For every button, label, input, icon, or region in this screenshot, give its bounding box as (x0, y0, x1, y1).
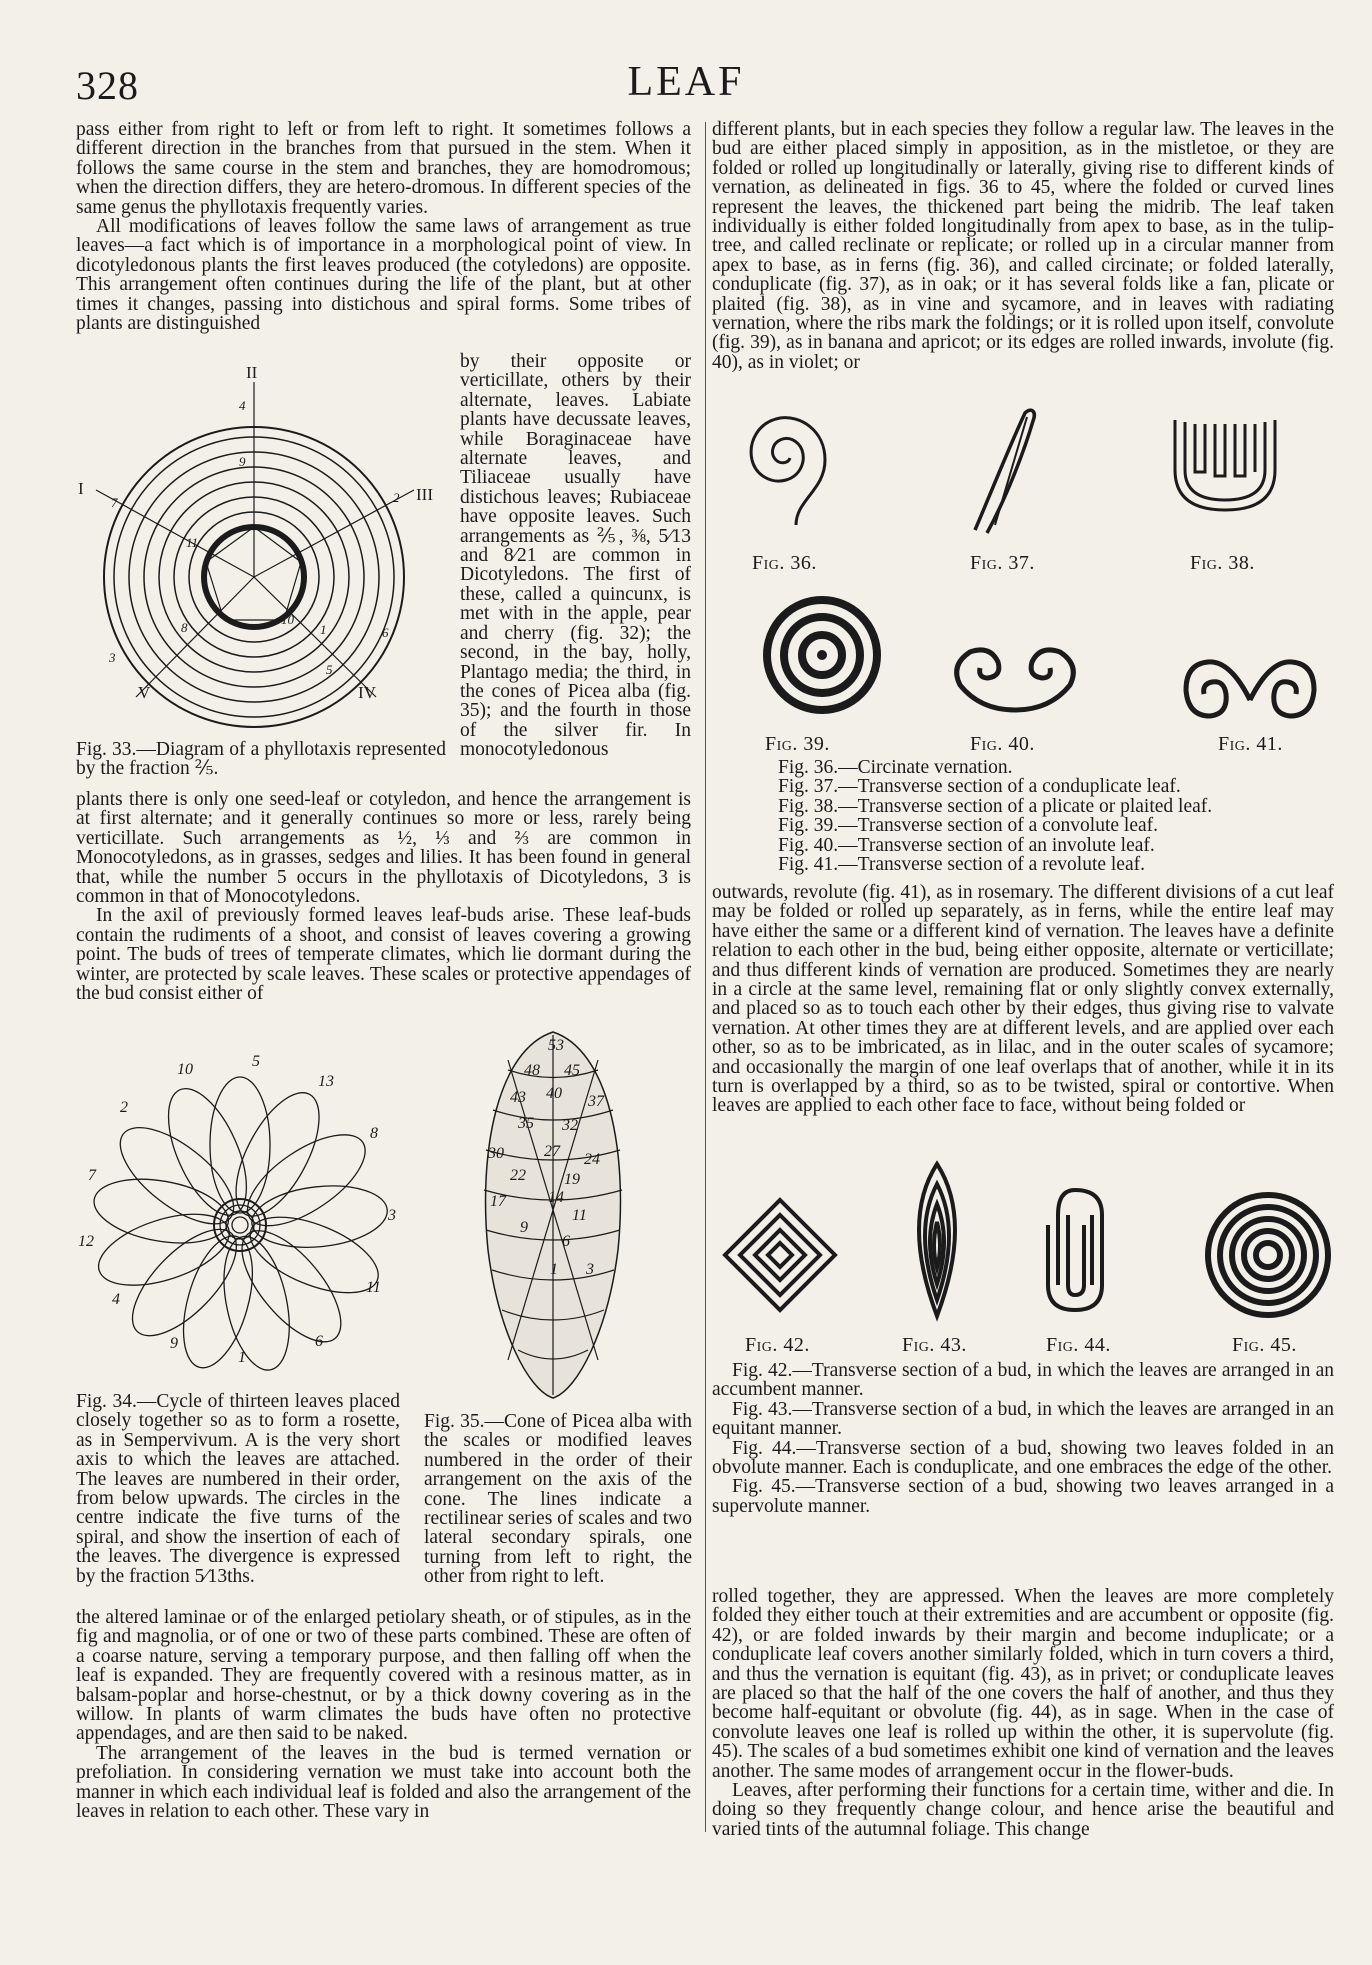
revolute-figure (1180, 650, 1320, 730)
rosette-number: 1 (238, 1349, 246, 1366)
diagram-label: 10 (281, 612, 294, 627)
phyllotaxis-diagram (76, 362, 436, 702)
left-text-block-2 (76, 790, 691, 1003)
rosette-number: 5 (252, 1053, 260, 1070)
rosette-figure (70, 1050, 410, 1370)
diagram-label: 3 (109, 650, 116, 665)
paragraph: All modifications of leaves follow the same laws of arrangement as true leaves—a fact which is of importance in a morphological point of view. In dicotyledonous plants the first leaves produced (the cotyledons) are opposite. This arrangement often continues during the life of the plant, but at other times it changes, passing into distichous and spiral forms. Some tribes of plants are distinguished (76, 216, 691, 335)
paragraph: outwards, revolute (fig. 41), as in rosemary. The different divisions of a cut leaf may be folded or rolled up separately, as in ferns, while the entire leaf may have either the same or a different kind of vernation. The leaves have a definite relation to each other in the bud, being either opposite, alternate or verticillate; and thus different kinds of vernation are produced. Sometimes they are nearly in a circle at the same level, remaining flat or only slightly convex externally, and placed so as to touch each other by their edges, thus giving rise to valvate vernation. At other times they are at different levels, and are applied over each other, so as to be imbricated, as in lilac, and in the outer scales of sycamore; and occasionally the margin of one leaf overlaps that of another, while it in its turn is overlapped by a third, so as to be twisted, spiral or contortive. When leaves are applied to each other face to face, without being folded or (712, 882, 1334, 1117)
paragraph: Leaves, after performing their functions for a certain time, wither and die. In doing so they frequently change colour, and hence arise the beautiful and varied tints of the autumnal foliage. This change (712, 1780, 1334, 1840)
fig-label: Fig. 36. (752, 552, 817, 574)
paragraph: rolled together, they are appressed. When the leaves are more completely folded they either touch at their extremities and are accumbent or opposite (fig. 42), or are folded inwards by their margin and become induplicate; or a conduplicate leaf covers another similarly folded, which in turn covers a third, and thus the vernation is equitant (fig. 43), as in privet; or conduplicate leaves are placed so that the half of the one covers the half of another, and thus they become half-equitant or obvolute (fig. 44), as in sage. When in the case of convolute leaves one leaf is rolled up within the other, it is supervolute (fig. 45). The scales of a bud sometimes exhibit one kind of vernation and the leaves another. The same modes of arrangement occur in the flower-buds. (712, 1586, 1334, 1782)
diagram-label: 4 (239, 398, 246, 413)
fig-label: Fig. 43. (902, 1334, 967, 1356)
running-title: LEAF (627, 59, 745, 105)
cone-number: 35 (518, 1115, 534, 1132)
circinate-figure (740, 410, 840, 530)
conduplicate-figure (965, 405, 1045, 535)
page-number: 328 (76, 63, 139, 108)
diagram-label: 6 (382, 625, 389, 640)
diagram-label: 5 (326, 662, 333, 677)
diagram-label: II (246, 363, 258, 382)
diagram-label: I (78, 479, 84, 498)
diagram-label: 1 (320, 622, 327, 637)
rosette-number: 3 (388, 1207, 396, 1224)
caption-line: Fig. 38.—Transverse section of a plicate or plaited leaf. (778, 795, 1213, 817)
rosette-number: 10 (177, 1061, 193, 1078)
paragraph: pass either from right to left or from left to right. It sometimes follows a different direction in the branches from that pursued in the stem. When it follows the same course in the stem and branches, they are homodromous; when the direction differs, they are hetero-dromous. In different species of the same genus the phyllotaxis frequently varies. (76, 119, 691, 218)
cone-number: 24 (584, 1151, 600, 1168)
cone-number: 22 (510, 1167, 526, 1184)
rosette-number: 13 (318, 1073, 334, 1090)
paragraph: The arrangement of the leaves in the bud is termed vernation or prefoliation. In considering vernation we must take into account both the manner in which each individual leaf is folded and also the arrangement of the leaves in relation to each other. These vary in (76, 1742, 691, 1823)
fig-label: Fig. 40. (970, 733, 1035, 755)
involute-figure (950, 640, 1080, 720)
caption-line: Fig. 39.—Transverse section of a convolute leaf. (778, 815, 1158, 837)
cone-number: 14 (548, 1189, 564, 1206)
captions-36-41 (778, 758, 1334, 874)
plicate-figure (1165, 410, 1285, 520)
fig-label: Fig. 42. (745, 1334, 810, 1356)
cone-number: 48 (524, 1062, 540, 1079)
cone-number: 53 (548, 1037, 564, 1054)
diagram-label: V (138, 683, 151, 702)
caption-line: Fig. 45.—Transverse section of a bud, showing two leaves arranged in a supervolute manner. (712, 1476, 1334, 1517)
cone-number: 9 (520, 1219, 528, 1236)
rosette-number: 2 (120, 1099, 128, 1116)
cone-number: 40 (546, 1085, 562, 1102)
caption-line: Fig. 42.—Transverse section of a bud, in which the leaves are arranged in an accumbent manner. (712, 1360, 1334, 1401)
paragraph: In the axil of previously formed leaves leaf-buds arise. These leaf-buds contain the rudiments of a shoot, and consist of leaves covering a growing point. The buds of trees of temperate climates, which lie dormant during the winter, are protected by scale leaves. These scales or protective appendages of the bud consist either of (76, 905, 691, 1005)
left-text-block-1 (76, 120, 691, 333)
fig-label: Fig. 39. (765, 733, 830, 755)
diagram-label: III (416, 485, 433, 504)
diagram-label: 8 (181, 620, 188, 635)
cone-number: 6 (562, 1233, 570, 1250)
right-text-block-2 (712, 883, 1334, 1116)
caption-line: Fig. 43.—Transverse section of a bud, in which the leaves are arranged in an equitant manner. (712, 1398, 1334, 1440)
column-divider (705, 122, 706, 1832)
rosette-number: 11 (366, 1279, 381, 1296)
caption-line: Fig. 41.—Transverse section of a revolute leaf. (778, 854, 1145, 876)
fig-label: Fig. 45. (1232, 1334, 1297, 1356)
cone-number: 3 (586, 1261, 594, 1278)
cone-number: 11 (572, 1207, 587, 1224)
rosette-number: 8 (370, 1125, 378, 1142)
fig-label: Fig. 38. (1190, 552, 1255, 574)
obvolute-figure (1040, 1185, 1110, 1315)
paragraph: plants there is only one seed-leaf or cotyledon, and hence the arrangement is at first alternate; and it generally continues so more or less, rarely being verticillate. Such arrangements as ½, ⅓ and ⅔ are common in Monocotyledons, as in grasses, sedges and lilies. It has been found in general that, while the number 5 occurs in the phyllotaxis of Dicotyledons, 3 is common in that of Monocotyledons. (76, 789, 691, 908)
equitant-figure (897, 1160, 977, 1320)
fig-label: Fig. 44. (1046, 1334, 1111, 1356)
fig34-caption: Fig. 34.—Cycle of thirteen leaves placed closely together so as to form a rosette, as in Sempervivum. A is the very short axis to which the leaves are attached. The leaves are numbered in their order, from below upwards. The circles in the centre indicate the five turns of the spiral, and show the insertion of each of the leaves. The divergence is expressed by the fraction 5⁄13ths. (76, 1391, 400, 1587)
cone-number: 37 (588, 1093, 604, 1110)
rosette-number: 12 (78, 1233, 94, 1250)
fig-label: Fig. 41. (1218, 733, 1283, 755)
rosette-number: 6 (315, 1333, 323, 1350)
rosette-number: 9 (170, 1335, 178, 1352)
right-text-block-3 (712, 1587, 1334, 1839)
cone-number: 45 (564, 1062, 580, 1079)
diagram-label: IV (358, 683, 376, 702)
paragraph: the altered laminae or of the enlarged petiolary sheath, or of stipules, as in the fig and magnolia, or of one or two of these parts combined. These are often of a coarse nature, serving a temporary purpose, and then falling off when the leaf is expanded. They are frequently covered with a resinous matter, as in balsam-poplar and horse-chestnut, or by a thick downy covering as in the willow. In plants of warm climates the buds have often no protective appendages, and are then said to be naked. (76, 1607, 691, 1745)
diagram-label: 9 (239, 454, 246, 469)
cone-figure (468, 1030, 638, 1400)
fig33-caption: Fig. 33.—Diagram of a phyllotaxis represented by the fraction ⅖. (76, 739, 446, 780)
right-text-block-1 (712, 120, 1334, 372)
rosette-number: 7 (88, 1167, 96, 1184)
caption-line: Fig. 44.—Transverse section of a bud, showing two leaves folded in an obvolute manner. Each is conduplicate, and one embraces the edge of the other. (712, 1437, 1334, 1479)
cone-number: 19 (564, 1171, 580, 1188)
captions-42-45 (712, 1361, 1334, 1516)
caption-line: Fig. 40.—Transverse section of an involute leaf. (778, 834, 1155, 856)
accumbent-figure (720, 1195, 840, 1315)
diagram-label: 7 (111, 495, 118, 510)
diagram-label: 11 (186, 535, 199, 550)
fig35-caption: Fig. 35.—Cone of Picea alba with the scales or modified leaves numbered in the order of their arrangement on the axis of the cone. The lines indicate a rectilinear series of scales and two lateral secondary spirals, one turning from left to right, the other from right to left. (424, 1411, 693, 1588)
diagram-label: 2 (393, 490, 400, 505)
caption-line: Fig. 37.—Transverse section of a conduplicate leaf. (778, 776, 1181, 798)
cone-number: 30 (488, 1145, 504, 1162)
cone-number: 1 (550, 1261, 558, 1278)
rosette-number: 4 (112, 1291, 120, 1308)
cone-number: 32 (562, 1117, 578, 1134)
supervolute-figure (1198, 1190, 1338, 1320)
fig-label: Fig. 37. (970, 552, 1035, 574)
caption-line: Fig. 36.—Circinate vernation. (778, 757, 1013, 778)
cone-number: 43 (510, 1089, 526, 1106)
paragraph: different plants, but in each species they follow a regular law. The leaves in the bud are either placed simply in apposition, as in the mistletoe, or they are folded or rolled up longitudinally or laterally, giving rise to different kinds of vernation, as delineated in figs. 36 to 45, where the folded or curved lines represent the leaves, the thickened part being the midrib. The leaf taken individually is either folded longitudinally from apex to base, as in the tulip-tree, and called reclinate or replicate; or rolled up in a circular manner from apex to base, as in ferns (fig. 36), and called circinate; or folded laterally, conduplicate (fig. 37), as in oak; or it has several folds like a fan, plicate or plaited (fig. 38), as in vine and sycamore, and in leaves with radiating vernation, where the ribs mark the foldings; or it is rolled upon itself, convolute (fig. 39), as in banana and apricot; or its edges are rolled inwards, involute (fig. 40), as in violet; or (712, 119, 1334, 373)
wrap-text: by their opposite or verticillate, others by their alternate, leaves. Labiate plants have decussate leaves, while Boraginaceae have alternate leaves, and Tiliaceae usually have distichous leaves; Rubiaceae have opposite leaves. Such arrangements as ⅖, ⅜, 5⁄13 and 8⁄21 are common in Dicotyledons. The first of these, called a quincunx, is met with in the apple, pear and cherry (fig. 32); the second, in the bay, holly, Plantago media; the third, in the cones of Picea alba (fig. 35); and the fourth in those of the silver fir. In monocotyledonous (460, 351, 691, 761)
cone-number: 17 (490, 1193, 506, 1210)
cone-number: 27 (544, 1143, 560, 1160)
left-text-block-3 (76, 1608, 691, 1821)
convolute-figure (757, 590, 887, 720)
